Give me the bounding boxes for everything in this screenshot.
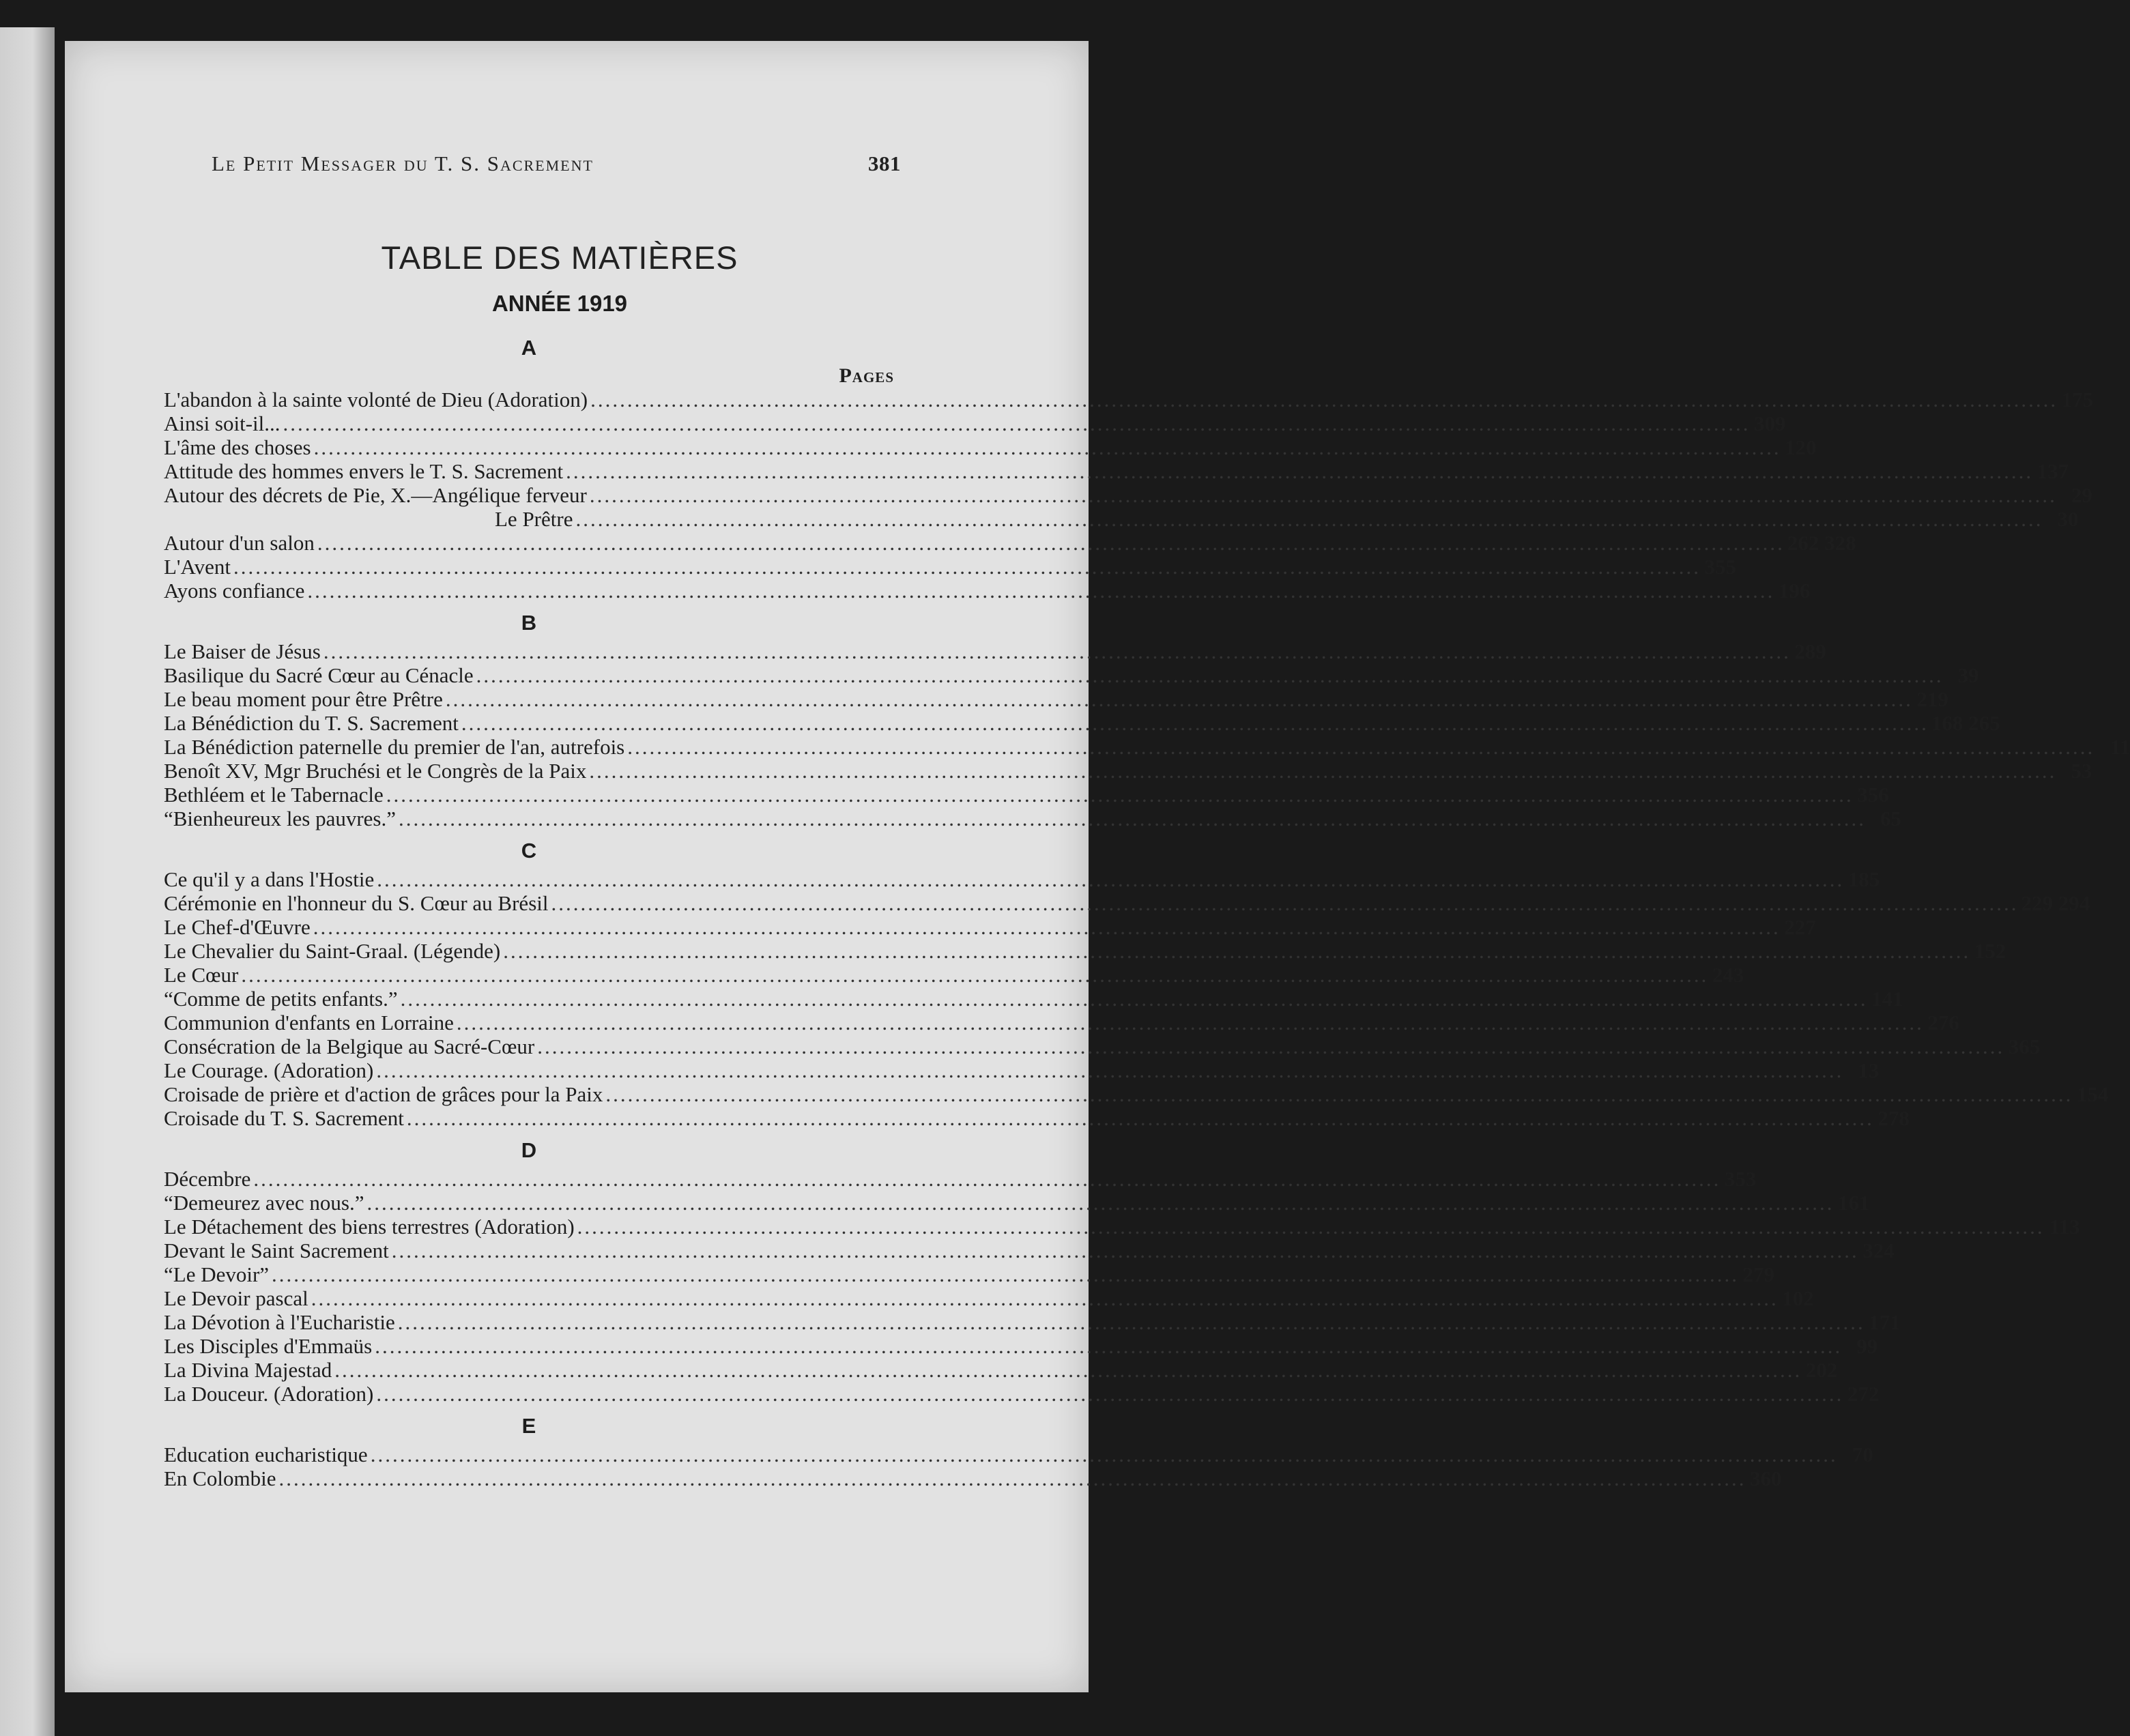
- dot-leader: ........................................................................................................................................................................................................: [577, 1215, 2045, 1239]
- entry-pages: 141: [1871, 987, 1903, 1011]
- entry-title: Décembre: [164, 1167, 251, 1191]
- year-heading: ANNÉE 1919: [491, 291, 628, 316]
- entry-title: Benoît XV, Mgr Bruchési et le Congrès de la Paix: [164, 759, 587, 783]
- toc-entry: [164, 1082, 2109, 1106]
- dot-leader: ........................................................................................................................................................................................................: [311, 1286, 1779, 1310]
- toc-entry: [164, 1334, 1878, 1358]
- dot-leader: ........................................................................................................................................................................................................: [278, 1466, 1746, 1490]
- toc-entry: [164, 1035, 2041, 1058]
- entry-pages: 152: [1974, 939, 2006, 963]
- entry-pages: 353: [1724, 1167, 1757, 1191]
- dot-leader: ........................................................................................................................................................................................................: [283, 411, 1751, 435]
- table-of-contents: [164, 328, 2130, 1490]
- dot-leader: ........................................................................................................................................................................................................: [386, 783, 1854, 807]
- toc-entry: [164, 1011, 1959, 1035]
- entry-pages: 196: [1778, 579, 1811, 603]
- entry-title: Ayons confiance: [164, 579, 305, 603]
- page-title: TABLE DES MATIÈRES: [381, 240, 738, 276]
- entry-pages: 154: [2076, 1082, 2109, 1106]
- dot-leader: ........................................................................................................................................................................................................: [253, 1167, 1721, 1191]
- dot-leader: ........................................................................................................................................................................................................: [566, 459, 2034, 483]
- page-number: 381: [868, 151, 901, 175]
- entry-title: Le Devoir pascal: [164, 1286, 308, 1310]
- dot-leader: ........................................................................................................................................................................................................: [575, 507, 2043, 531]
- toc-entry: [164, 687, 1948, 711]
- toc-entry: [164, 579, 1811, 603]
- entry-title: Autour d'un salon: [164, 531, 315, 555]
- entry-pages: 262 328: [1787, 531, 1856, 555]
- toc-entry: [164, 1358, 1838, 1382]
- dot-leader: ........................................................................................................................................................................................................: [461, 711, 1929, 735]
- entry-pages: 11: [2110, 735, 2130, 759]
- entry-pages: 161: [1837, 1191, 1870, 1215]
- entry-pages: 99: [1856, 1334, 1878, 1358]
- dot-leader: ........................................................................................................................................................................................................: [397, 1310, 1865, 1334]
- entry-pages: 227: [1784, 915, 1816, 939]
- entry-title: Communion d'enfants en Lorraine: [164, 1011, 454, 1035]
- toc-entry: [164, 1443, 1873, 1466]
- adjacent-page-edge: [0, 27, 55, 1736]
- entry-pages: 65: [1880, 807, 1902, 830]
- toc-entry: [164, 639, 1826, 663]
- entry-pages: 168 265: [1931, 711, 2000, 735]
- toc-entry: [164, 531, 1856, 555]
- entry-pages: 356: [1857, 783, 1889, 807]
- section-letter: E: [521, 1414, 536, 1438]
- entry-pages: 279: [1742, 1262, 1775, 1286]
- dot-leader: ........................................................................................................................................................................................................: [589, 759, 2057, 783]
- dot-leader: ........................................................................................................................................................................................................: [476, 663, 1944, 687]
- toc-entry: [164, 435, 1817, 459]
- section-letter: A: [521, 336, 537, 360]
- entry-pages: 185: [1847, 867, 1880, 891]
- entry-title: Le Détachement des biens terrestres (Adoration): [164, 1215, 575, 1239]
- dot-leader: ........................................................................................................................................................................................................: [589, 483, 2057, 507]
- dot-leader: ........................................................................................................................................................................................................: [627, 735, 2095, 759]
- dot-leader: ........................................................................................................................................................................................................: [377, 867, 1845, 891]
- entry-title: Consécration de la Belgique au Sacré-Cœur: [164, 1035, 535, 1058]
- toc-entry: [164, 1466, 1782, 1490]
- entry-pages: 229 294: [2021, 891, 2090, 915]
- toc-entry: [164, 915, 1816, 939]
- toc-entry: [164, 891, 2090, 915]
- entry-title: L'âme des choses: [164, 435, 311, 459]
- dot-leader: ........................................................................................................................................................................................................: [366, 1191, 1834, 1215]
- entry-pages: 272: [1847, 1382, 1880, 1406]
- entry-pages: 360: [1749, 1466, 1782, 1490]
- dot-leader: ........................................................................................................................................................................................................: [307, 579, 1775, 603]
- toc-entry: [164, 867, 1880, 891]
- entry-title: La Douceur. (Adoration): [164, 1382, 374, 1406]
- entry-title: La Bénédiction du T. S. Sacrement: [164, 711, 459, 735]
- toc-entry: [164, 963, 1744, 987]
- entry-pages: 30: [2057, 507, 2079, 531]
- entry-pages: 278: [1877, 1106, 1910, 1130]
- entry-pages: 53: [2071, 759, 2092, 783]
- dot-leader: ........................................................................................................................................................................................................: [241, 963, 1709, 987]
- entry-title: Le Chevalier du Saint-Graal. (Légende): [164, 939, 501, 963]
- toc-entry: [164, 663, 1979, 687]
- entry-title: Ce qu'il y a dans l'Hostie: [164, 867, 375, 891]
- dot-leader: ........................................................................................................................................................................................................: [456, 1011, 1924, 1035]
- toc-entry: [164, 807, 1902, 830]
- dot-leader: ........................................................................................................................................................................................................: [400, 987, 1868, 1011]
- entry-title: Le Cœur: [164, 963, 239, 987]
- entry-title: En Colombie: [164, 1466, 276, 1490]
- dot-leader: ........................................................................................................................................................................................................: [323, 639, 1791, 663]
- entry-title: Cérémonie en l'honneur du S. Cœur au Brésil: [164, 891, 549, 915]
- entry-pages: 29: [2071, 483, 2092, 507]
- dot-leader: ........................................................................................................................................................................................................: [313, 915, 1781, 939]
- toc-entry: [164, 1167, 1757, 1191]
- entry-title: L'Avent: [164, 555, 231, 579]
- pages-column-label: Pages: [839, 364, 894, 387]
- entry-pages: 171: [1869, 1310, 1901, 1334]
- entry-pages: 39: [1957, 663, 1979, 687]
- entry-pages: 202: [1805, 1358, 1838, 1382]
- entry-title: Les Disciples d'Emmaüs: [164, 1334, 373, 1358]
- dot-leader: ........................................................................................................................................................................................................: [399, 807, 1867, 830]
- entry-title: Le beau moment pour être Prêtre: [164, 687, 443, 711]
- entry-title: “Demeurez avec nous.”: [164, 1191, 364, 1215]
- toc-entry: [164, 483, 2092, 507]
- toc-entry: [164, 459, 2069, 483]
- entry-title: La Bénédiction paternelle du premier de l'an, autrefois: [164, 735, 625, 759]
- toc-entry: [164, 411, 1786, 435]
- running-title: Le Petit Messager du T. S. Sacrement: [212, 151, 594, 175]
- entry-pages: 102: [1782, 1286, 1814, 1310]
- toc-entry: [164, 388, 2094, 411]
- entry-pages: 276: [1927, 1011, 1959, 1035]
- toc-entry: [164, 1382, 1880, 1406]
- toc-entry: [164, 735, 2130, 759]
- dot-leader: ........................................................................................................................................................................................................: [605, 1082, 2073, 1106]
- entry-title: La Divina Majestad: [164, 1358, 332, 1382]
- entry-title: Devant le Saint Sacrement: [164, 1239, 389, 1262]
- dot-leader: ........................................................................................................................................................................................................: [503, 939, 1971, 963]
- dot-leader: ........................................................................................................................................................................................................: [233, 555, 1701, 579]
- entry-title: L'abandon à la sainte volonté de Dieu (Adoration): [164, 388, 588, 411]
- dot-leader: ........................................................................................................................................................................................................: [537, 1035, 2005, 1058]
- entry-title: Basilique du Sacré Cœur au Cénacle: [164, 663, 474, 687]
- entry-pages: 324: [1862, 1239, 1895, 1262]
- entry-title: La Dévotion à l'Eucharistie: [164, 1310, 395, 1334]
- toc-entry: [164, 1239, 1895, 1262]
- dot-leader: ........................................................................................................................................................................................................: [376, 1382, 1844, 1406]
- entry-title: Croisade du T. S. Sacrement: [164, 1106, 404, 1130]
- entry-title: Autour des décrets de Pie, X.—Angélique ferveur: [164, 483, 587, 507]
- dot-leader: ........................................................................................................................................................................................................: [313, 435, 1781, 459]
- entry-title: Education eucharistique: [164, 1443, 368, 1466]
- toc-entry: [164, 1262, 1775, 1286]
- entry-pages: 355: [1704, 555, 1736, 579]
- dot-leader: ........................................................................................................................................................................................................: [376, 1058, 1844, 1082]
- entry-title: Ainsi soit-il...: [164, 411, 280, 435]
- entry-title: Le Baiser de Jésus: [164, 639, 321, 663]
- entry-pages: 219: [1916, 687, 1948, 711]
- entry-title: “Le Devoir”: [164, 1262, 270, 1286]
- section-letter: B: [521, 611, 537, 635]
- dot-leader: ........................................................................................................................................................................................................: [317, 531, 1785, 555]
- section-letter: D: [521, 1138, 537, 1162]
- entry-title: Le Prêtre: [495, 507, 573, 531]
- entry-pages: 365: [2008, 1035, 2041, 1058]
- dot-leader: ........................................................................................................................................................................................................: [370, 1443, 1838, 1466]
- dot-leader: ........................................................................................................................................................................................................: [590, 388, 2058, 411]
- toc-entry: [164, 1058, 1880, 1082]
- entry-title: “Bienheureux les pauvres.”: [164, 807, 397, 830]
- dot-leader: ........................................................................................................................................................................................................: [391, 1239, 1859, 1262]
- entry-title: Attitude des hommes envers le T. S. Sacrement: [164, 459, 564, 483]
- toc-entry: [164, 1310, 1901, 1334]
- entry-title: Le Chef-d'Œuvre: [164, 915, 311, 939]
- toc-entry: [164, 759, 2092, 783]
- entry-title: Le Courage. (Adoration): [164, 1058, 374, 1082]
- dot-leader: ........................................................................................................................................................................................................: [334, 1358, 1802, 1382]
- toc-entry: [164, 987, 1903, 1011]
- toc-entry: [164, 783, 1889, 807]
- entry-title: Bethléem et le Tabernacle: [164, 783, 384, 807]
- entry-title: Croisade de prière et d'action de grâces pour la Paix: [164, 1082, 603, 1106]
- dot-leader: ........................................................................................................................................................................................................: [445, 687, 1913, 711]
- running-head: [212, 151, 901, 176]
- toc-entry: [164, 939, 2006, 963]
- entry-pages: 113: [2049, 1215, 2080, 1239]
- entry-pages: 309: [1754, 411, 1786, 435]
- entry-pages: 13: [1858, 1058, 1880, 1082]
- toc-entry: [164, 1106, 1910, 1130]
- entry-title: “Comme de petits enfants.”: [164, 987, 398, 1011]
- section-letter: C: [521, 839, 537, 863]
- dot-leader: ........................................................................................................................................................................................................: [375, 1334, 1843, 1358]
- toc-entry: [164, 711, 2000, 735]
- entry-pages: 175: [2061, 388, 2094, 411]
- toc-entry: [164, 1286, 1814, 1310]
- entry-pages: 70: [1852, 1443, 1873, 1466]
- dot-leader: ........................................................................................................................................................................................................: [406, 1106, 1874, 1130]
- toc-entry: [164, 1215, 2080, 1239]
- toc-entry: [164, 555, 1736, 579]
- dot-leader: ........................................................................................................................................................................................................: [551, 891, 2019, 915]
- toc-entry: [164, 1191, 1870, 1215]
- toc-entry: [164, 507, 2079, 531]
- entry-pages: 289: [1794, 639, 1826, 663]
- dot-leader: ........................................................................................................................................................................................................: [272, 1262, 1740, 1286]
- entry-pages: 120: [1785, 435, 1817, 459]
- entry-pages: 243: [1712, 963, 1744, 987]
- entry-pages: 137: [2037, 459, 2069, 483]
